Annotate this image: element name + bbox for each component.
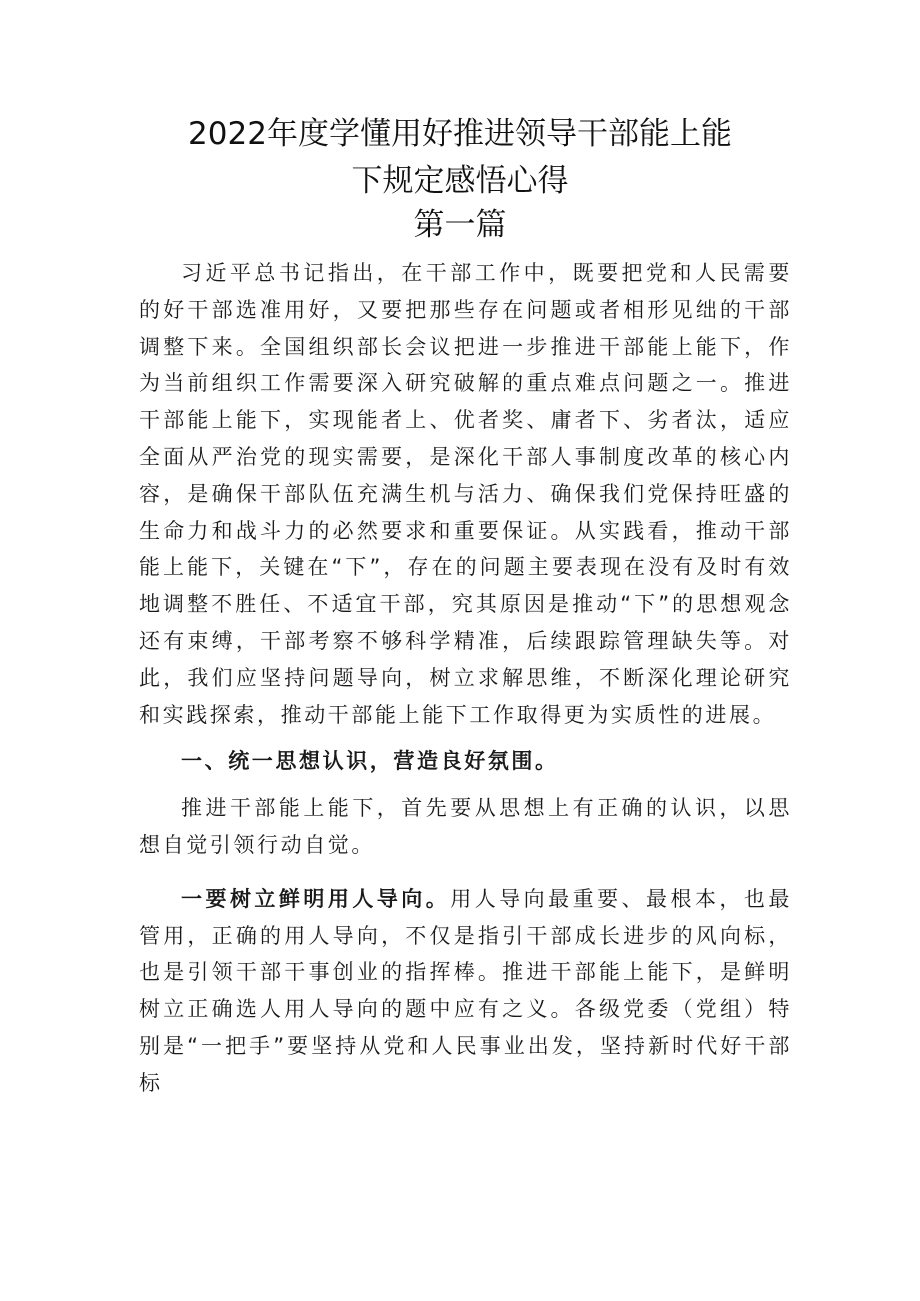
document-title-line-1: 2022年度学懂用好推进领导干部能上能 xyxy=(188,116,732,152)
paragraph-orientation xyxy=(139,881,792,1102)
document-title-line-2: 下规定感悟心得 xyxy=(351,163,569,199)
section-heading-1: 一、统一思想认识，营造良好氛围。 xyxy=(181,749,559,774)
paragraph-orientation-text: 用人导向最重要、最根本，也最管用，正确的用人导向，不仅是指引干部成长进步的风向标，也是引领干部干事创业的指挥棒。推进干部能上能下，是鲜明树立正确选人用人导向的题中应有之义。各级党委（党组）特别是“一把手”要坚持从党和人民事业出发，坚持新时代好干部标 xyxy=(139,886,792,1095)
section-subtitle: 第一篇 xyxy=(413,207,507,243)
paragraph-thinking: 推进干部能上能下，首先要从思想上有正确的认识，以思想自觉引领行动自觉。 xyxy=(139,796,792,857)
paragraph-lead-phrase: 一要树立鲜明用人导向。 xyxy=(181,886,451,911)
paragraph-intro: 习近平总书记指出，在干部工作中，既要把党和人民需要的好干部选准用好，又要把那些存在问题或者相形见绌的干部调整下来。全国组织部长会议把进一步推进干部能上能下，作为当前组织工作需要深入研究破解的重点难点问题之一。推进干部能上能下，实现能者上、优者奖、庸者下、劣者汰，适应全面从严治党的现实需要，是深化干部人事制度改革的核心内容，是确保干部队伍充满生机与活力、确保我们党保持旺盛的生命力和战斗力的必然要求和重要保证。从实践看，推动干部能上能下，关键在“下”，存在的问题主要表现在没有及时有效地调整不胜任、不适宜干部，究其原因是推动“下”的思想观念还有束缚，干部考察不够科学精准，后续跟踪管理缺失等。对此，我们应坚持问题导向，树立求解思维，不断深化理论研究和实践探索，推动干部能上能下工作取得更为实质性的进展。 xyxy=(139,261,792,727)
document-body xyxy=(139,255,792,1102)
